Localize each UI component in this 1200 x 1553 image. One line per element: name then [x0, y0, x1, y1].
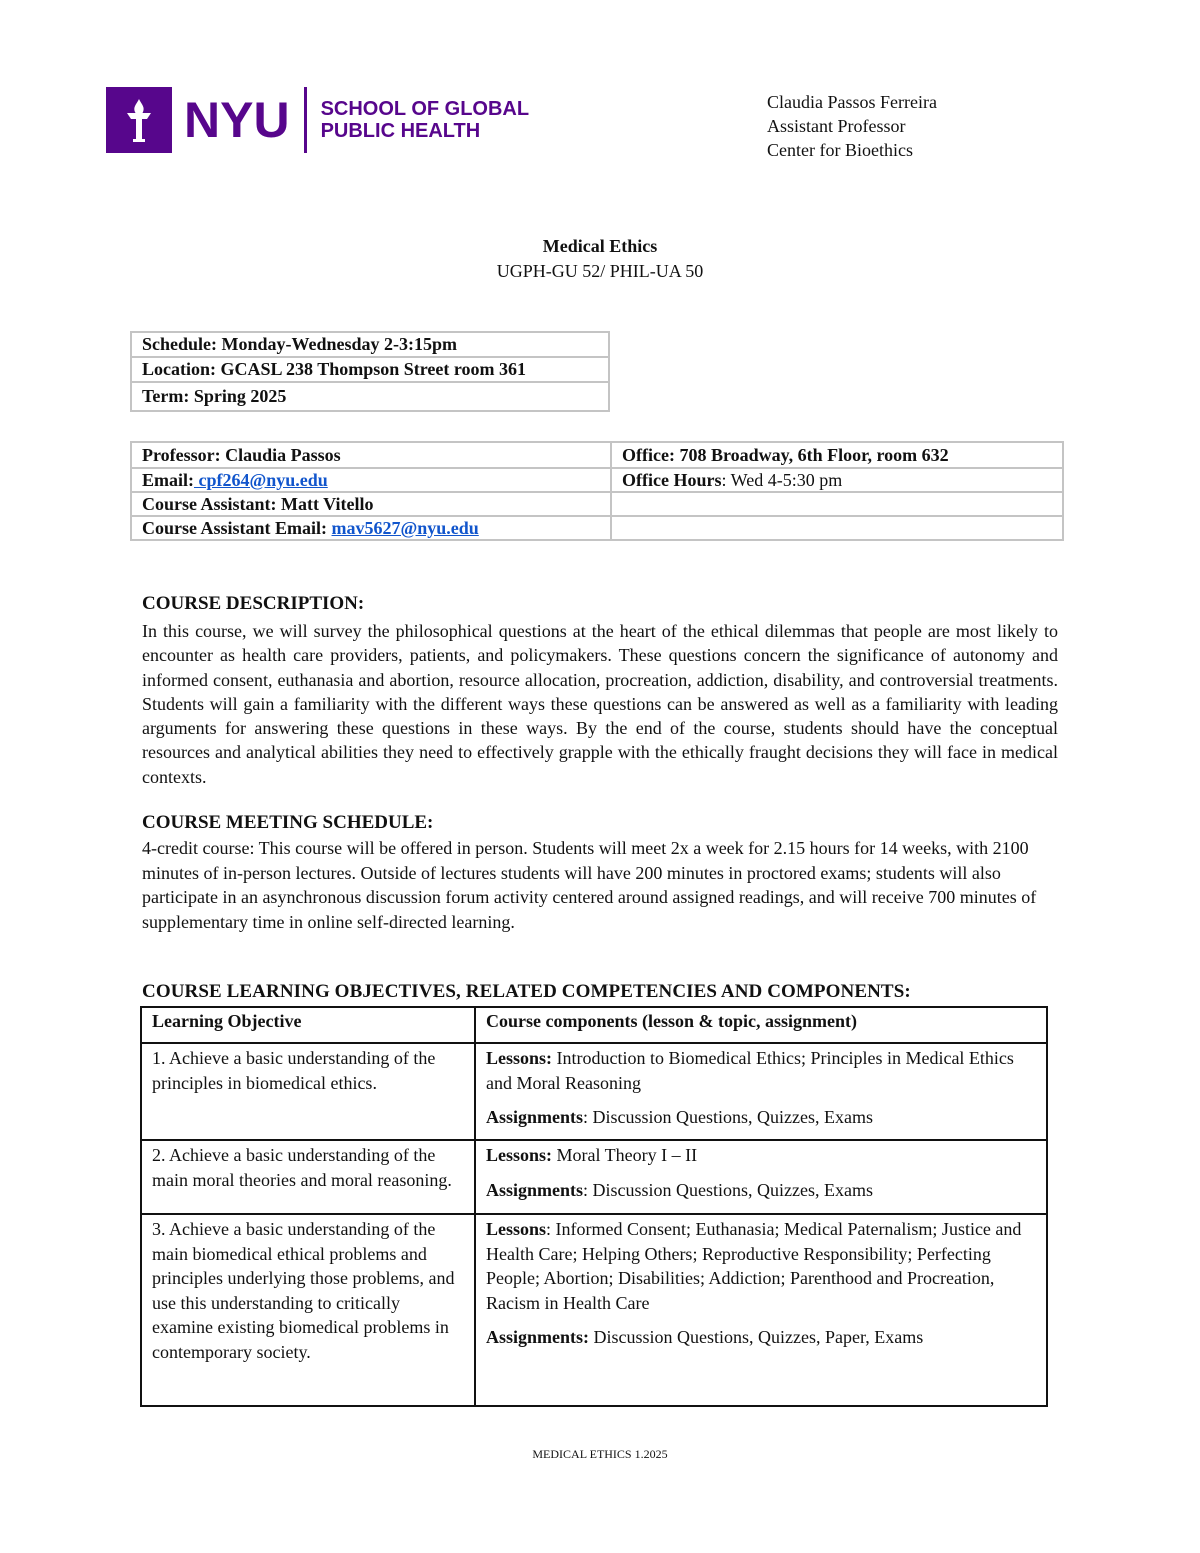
meeting-heading: COURSE MEETING SCHEDULE:	[142, 812, 434, 833]
logo-divider	[304, 87, 307, 153]
components-cell	[475, 1214, 1047, 1406]
assignments-text: : Discussion Questions, Quizzes, Exams	[583, 1107, 873, 1127]
logo-school-name	[321, 98, 530, 142]
assignments-label: Assignments:	[486, 1327, 590, 1347]
lessons-label: Lessons	[486, 1219, 547, 1239]
torch-icon	[106, 87, 172, 153]
table-row	[141, 1043, 1047, 1140]
instructor-title: Assistant Professor	[767, 116, 906, 136]
components-cell	[475, 1043, 1047, 1140]
components-column-header: Course components (lesson & topic, assignment)	[475, 1007, 1047, 1043]
office-hours-value: : Wed 4-5:30 pm	[721, 469, 843, 490]
professor-cell: Professor: Claudia Passos	[131, 442, 611, 468]
objective-cell: 1. Achieve a basic understanding of the principles in biomedical ethics.	[141, 1043, 475, 1140]
staff-table	[130, 441, 1064, 541]
description-text: In this course, we will survey the philosophical questions at the heart of the ethical dilemmas that people are most likely to encounter as health care providers, patients, and policymakers. These questions concern the significance of autonomy and informed consent, euthanasia and abortion, resource allocation, procreation, addiction, disability, and controversial treatments. Students will gain a familiarity with the different ways these questions can be answered as well as a familiarity with leading arguments for answering these questions in these ways. By the end of the course, students should have the conceptual resources and analytical abilities they need to effectively grapple with the ethically fraught decisions they will face in medical contexts.	[142, 621, 1058, 787]
objective-cell: 2. Achieve a basic understanding of the main moral theories and moral reasoning.	[141, 1140, 475, 1214]
professor-email-link[interactable]: cpf264@nyu.edu	[194, 469, 328, 490]
email-cell	[131, 468, 611, 492]
course-code: UGPH-GU 52/ PHIL-UA 50	[496, 261, 704, 281]
course-title: Medical Ethics	[542, 236, 658, 256]
lessons-line	[486, 1217, 1036, 1315]
office-cell: Office: 708 Broadway, 6th Floor, room 632	[611, 442, 1063, 468]
location-cell: Location: GCASL 238 Thompson Street room 361	[131, 357, 609, 382]
objective-cell: 3. Achieve a basic understanding of the main biomedical ethical problems and principles underlying those problems, and use this understanding to critically examine existing biomedical problems in contemporary society.	[141, 1214, 475, 1406]
office-hours-label: Office Hours	[622, 469, 722, 490]
assignments-line	[486, 1178, 1036, 1203]
assignments-text: Discussion Questions, Quizzes, Paper, Exams	[589, 1327, 924, 1347]
lessons-line	[486, 1046, 1036, 1095]
assignments-line	[486, 1325, 1036, 1350]
course-title-block	[0, 234, 1200, 284]
schedule-cell: Schedule: Monday-Wednesday 2-3:15pm	[131, 332, 609, 357]
assignments-text: : Discussion Questions, Quizzes, Exams	[583, 1179, 873, 1200]
email-label: Email:	[142, 469, 194, 490]
assignments-label: Assignments	[486, 1179, 584, 1200]
assistant-email-label: Course Assistant Email:	[142, 517, 328, 538]
description-heading: COURSE DESCRIPTION:	[142, 593, 365, 614]
schedule-table	[130, 331, 610, 412]
meeting-text: 4-credit course: This course will be offered in person. Students will meet 2x a week for 2.15 hours for 14 weeks, with 2100 minutes of in-person lectures. Outside of lectures students will have 200 minutes in proctored exams; students will also participate in an asynchronous discussion forum activity centered around assigned readings, and will receive 700 minutes of supplementary time in online self-directed learning.	[142, 838, 1037, 932]
empty-cell	[611, 492, 1063, 516]
lessons-label: Lessons:	[486, 1048, 553, 1068]
assignments-label: Assignments	[486, 1107, 584, 1127]
logo-wordmark: NYU	[184, 92, 290, 148]
table-row	[141, 1214, 1047, 1406]
table-row	[141, 1140, 1047, 1214]
lessons-text: Introduction to Biomedical Ethics; Principles in Medical Ethics and Moral Reasoning	[486, 1048, 1014, 1093]
nyu-logo	[106, 87, 529, 153]
school-line-1: SCHOOL OF GLOBAL	[320, 98, 530, 120]
empty-cell	[611, 516, 1063, 540]
assistant-email-cell	[131, 516, 611, 540]
assistant-email-link[interactable]: mav5627@nyu.edu	[331, 517, 479, 538]
lessons-label: Lessons:	[486, 1145, 553, 1165]
instructor-center: Center for Bioethics	[767, 140, 913, 160]
assistant-cell: Course Assistant: Matt Vitello	[131, 492, 611, 516]
term-cell: Term: Spring 2025	[131, 382, 609, 411]
instructor-contact	[767, 90, 937, 162]
instructor-name: Claudia Passos Ferreira	[767, 92, 937, 112]
school-line-2: PUBLIC HEALTH	[320, 120, 481, 142]
lessons-text: : Informed Consent; Euthanasia; Medical Paternalism; Justice and Health Care; Helping Others; Reproductive Responsibility; Perfecting People; Abortion; Disabilities; Addiction; Parenthood and Procreation, Racism in Health Care	[486, 1219, 1022, 1313]
assignments-line	[486, 1105, 1036, 1130]
components-cell	[475, 1140, 1047, 1214]
objectives-heading: COURSE LEARNING OBJECTIVES, RELATED COMPETENCIES AND COMPONENTS:	[142, 981, 911, 1002]
page-footer: MEDICAL ETHICS 1.2025	[532, 1447, 668, 1461]
office-hours-cell	[611, 468, 1063, 492]
objective-column-header: Learning Objective	[141, 1007, 475, 1043]
lessons-text: Moral Theory I – II	[552, 1145, 698, 1165]
objectives-table	[140, 1006, 1048, 1407]
lessons-line	[486, 1143, 1036, 1168]
